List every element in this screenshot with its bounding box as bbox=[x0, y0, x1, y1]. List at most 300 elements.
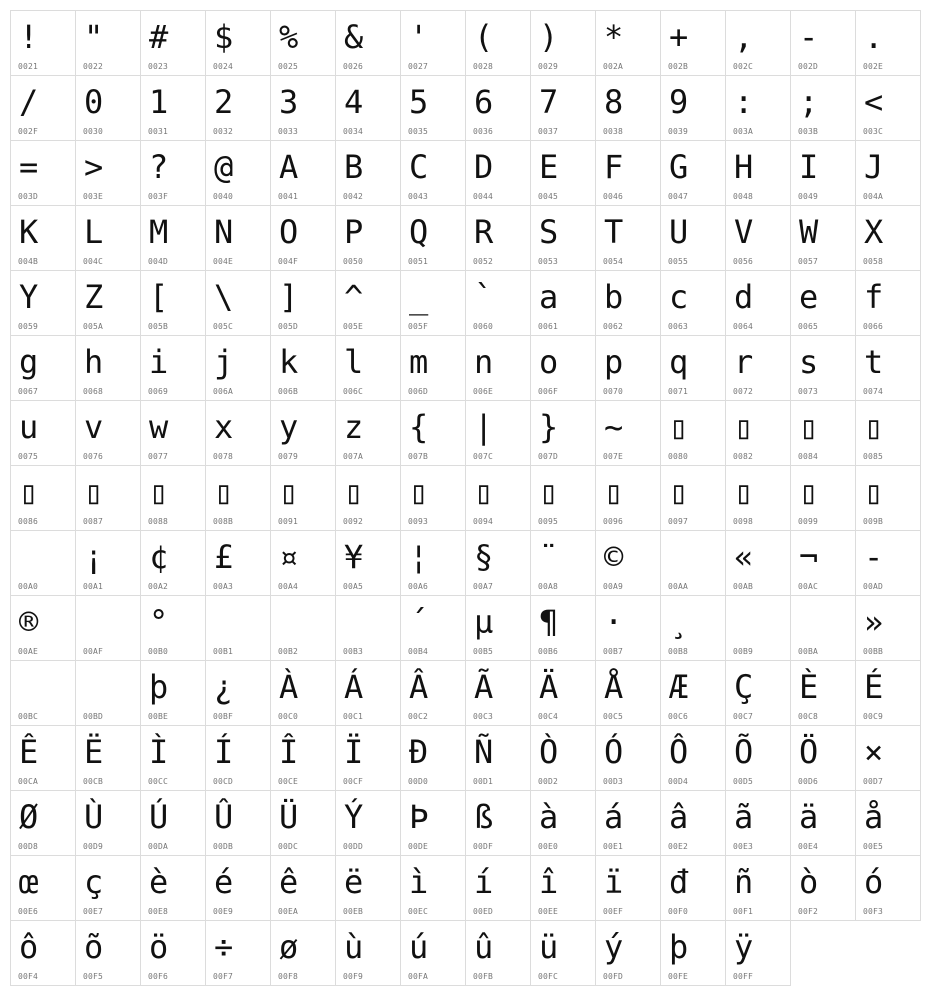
glyph-cell bbox=[530, 75, 596, 141]
glyph-code: 0038 bbox=[603, 127, 624, 136]
glyph-cell bbox=[855, 790, 921, 856]
glyph-code: 0067 bbox=[18, 387, 39, 396]
glyph-code: 0025 bbox=[278, 62, 299, 71]
glyph-cell bbox=[725, 920, 791, 986]
glyph-char: $ bbox=[214, 18, 234, 56]
glyph-cell bbox=[400, 270, 466, 336]
glyph-code: 00BC bbox=[18, 712, 39, 721]
glyph-cell bbox=[335, 400, 401, 466]
glyph-code: 0066 bbox=[863, 322, 884, 331]
glyph-cell bbox=[10, 140, 76, 206]
glyph-char: S bbox=[539, 213, 559, 251]
glyph-char: ë bbox=[344, 863, 364, 901]
glyph-cell bbox=[660, 10, 726, 76]
glyph-cell bbox=[400, 400, 466, 466]
glyph-char: ' bbox=[409, 18, 429, 56]
glyph-char: ▯ bbox=[539, 473, 559, 511]
glyph-cell bbox=[530, 660, 596, 726]
glyph-char: + bbox=[669, 18, 689, 56]
glyph-char: đ bbox=[669, 863, 689, 901]
glyph-char: 1 bbox=[149, 83, 169, 121]
glyph-char: / bbox=[19, 83, 39, 121]
glyph-code: 00E6 bbox=[18, 907, 39, 916]
glyph-cell bbox=[855, 530, 921, 596]
glyph-cell bbox=[10, 920, 76, 986]
glyph-cell bbox=[855, 400, 921, 466]
glyph-code: 00B1 bbox=[213, 647, 234, 656]
glyph-cell bbox=[400, 660, 466, 726]
glyph-code: 005D bbox=[278, 322, 299, 331]
glyph-code: 0051 bbox=[408, 257, 429, 266]
glyph-grid bbox=[10, 10, 920, 985]
glyph-code: 0032 bbox=[213, 127, 234, 136]
glyph-cell bbox=[790, 660, 856, 726]
glyph-code: 0041 bbox=[278, 192, 299, 201]
glyph-code: 00D0 bbox=[408, 777, 429, 786]
glyph-cell bbox=[660, 75, 726, 141]
glyph-code: 0049 bbox=[798, 192, 819, 201]
glyph-cell bbox=[790, 855, 856, 921]
glyph-char: » bbox=[864, 603, 884, 641]
glyph-code: 0080 bbox=[668, 452, 689, 461]
glyph-char: ß bbox=[474, 798, 494, 836]
glyph-char: Ê bbox=[19, 733, 39, 771]
glyph-cell bbox=[660, 595, 726, 661]
glyph-cell bbox=[140, 400, 206, 466]
glyph-cell bbox=[400, 75, 466, 141]
glyph-code: 007C bbox=[473, 452, 494, 461]
glyph-char: Ã bbox=[474, 668, 494, 706]
glyph-char: ø bbox=[279, 928, 299, 966]
glyph-code: 0082 bbox=[733, 452, 754, 461]
glyph-cell bbox=[10, 465, 76, 531]
glyph-code: 005A bbox=[83, 322, 104, 331]
glyph-cell bbox=[140, 10, 206, 76]
glyph-code: 00E4 bbox=[798, 842, 819, 851]
glyph-char: < bbox=[864, 83, 884, 121]
glyph-cell bbox=[790, 205, 856, 271]
glyph-char: i bbox=[149, 343, 169, 381]
glyph-code: 0076 bbox=[83, 452, 104, 461]
glyph-char: f bbox=[864, 278, 884, 316]
glyph-char: ÿ bbox=[734, 928, 754, 966]
glyph-code: 00F3 bbox=[863, 907, 884, 916]
glyph-cell bbox=[75, 725, 141, 791]
glyph-code: 0084 bbox=[798, 452, 819, 461]
glyph-cell bbox=[10, 855, 76, 921]
glyph-code: 00F2 bbox=[798, 907, 819, 916]
glyph-char: è bbox=[149, 863, 169, 901]
glyph-code: 007B bbox=[408, 452, 429, 461]
glyph-char: g bbox=[19, 343, 39, 381]
glyph-cell bbox=[140, 855, 206, 921]
glyph-cell bbox=[270, 595, 336, 661]
glyph-code: 00E9 bbox=[213, 907, 234, 916]
glyph-cell bbox=[660, 530, 726, 596]
glyph-code: 00EF bbox=[603, 907, 624, 916]
glyph-char: E bbox=[539, 148, 559, 186]
glyph-code: 00D2 bbox=[538, 777, 559, 786]
glyph-char: © bbox=[604, 538, 624, 576]
glyph-code: 004A bbox=[863, 192, 884, 201]
glyph-code: 007A bbox=[343, 452, 364, 461]
glyph-code: 00C1 bbox=[343, 712, 364, 721]
glyph-code: 0063 bbox=[668, 322, 689, 331]
glyph-cell bbox=[530, 10, 596, 76]
glyph-code: 0046 bbox=[603, 192, 624, 201]
glyph-code: 00D9 bbox=[83, 842, 104, 851]
glyph-char: § bbox=[474, 538, 494, 576]
glyph-code: 004B bbox=[18, 257, 39, 266]
glyph-code: 00D5 bbox=[733, 777, 754, 786]
glyph-char: ° bbox=[149, 603, 169, 641]
glyph-cell bbox=[400, 335, 466, 401]
glyph-cell bbox=[595, 790, 661, 856]
glyph-char: « bbox=[734, 538, 754, 576]
glyph-cell bbox=[140, 75, 206, 141]
glyph-cell bbox=[855, 855, 921, 921]
glyph-code: 00B2 bbox=[278, 647, 299, 656]
glyph-char: ▯ bbox=[149, 473, 169, 511]
glyph-char: Á bbox=[344, 668, 364, 706]
glyph-code: 00B0 bbox=[148, 647, 169, 656]
glyph-code: 00CC bbox=[148, 777, 169, 786]
glyph-char: D bbox=[474, 148, 494, 186]
glyph-char: n bbox=[474, 343, 494, 381]
glyph-code: 00BE bbox=[148, 712, 169, 721]
glyph-cell bbox=[140, 725, 206, 791]
glyph-code: 00A4 bbox=[278, 582, 299, 591]
glyph-cell bbox=[790, 270, 856, 336]
glyph-char: s bbox=[799, 343, 819, 381]
glyph-cell bbox=[140, 595, 206, 661]
glyph-code: 00F5 bbox=[83, 972, 104, 981]
glyph-cell bbox=[205, 270, 271, 336]
glyph-cell bbox=[335, 205, 401, 271]
glyph-char: õ bbox=[84, 928, 104, 966]
glyph-char: ¶ bbox=[539, 603, 559, 641]
glyph-code: 005B bbox=[148, 322, 169, 331]
glyph-cell bbox=[465, 205, 531, 271]
glyph-code: 00EC bbox=[408, 907, 429, 916]
glyph-char: ¸ bbox=[669, 603, 689, 641]
glyph-char: B bbox=[344, 148, 364, 186]
glyph-char: C bbox=[409, 148, 429, 186]
glyph-char: î bbox=[539, 863, 559, 901]
glyph-char: m bbox=[409, 343, 429, 381]
glyph-cell bbox=[660, 270, 726, 336]
glyph-char: c bbox=[669, 278, 689, 316]
glyph-char: ä bbox=[799, 798, 819, 836]
glyph-code: 0044 bbox=[473, 192, 494, 201]
glyph-code: 00D4 bbox=[668, 777, 689, 786]
glyph-char: ; bbox=[799, 83, 819, 121]
glyph-cell bbox=[400, 790, 466, 856]
glyph-cell bbox=[660, 335, 726, 401]
glyph-char: 0 bbox=[84, 83, 104, 121]
glyph-code: 0061 bbox=[538, 322, 559, 331]
glyph-char: [ bbox=[149, 278, 169, 316]
glyph-code: 0073 bbox=[798, 387, 819, 396]
glyph-cell bbox=[205, 595, 271, 661]
glyph-char: þ bbox=[669, 928, 689, 966]
glyph-cell bbox=[660, 920, 726, 986]
glyph-cell bbox=[335, 660, 401, 726]
glyph-code: 00EA bbox=[278, 907, 299, 916]
glyph-cell bbox=[855, 10, 921, 76]
glyph-char: r bbox=[734, 343, 754, 381]
glyph-char: p bbox=[604, 343, 624, 381]
glyph-cell bbox=[790, 465, 856, 531]
glyph-char: ` bbox=[474, 278, 494, 316]
glyph-cell bbox=[465, 140, 531, 206]
glyph-code: 00F4 bbox=[18, 972, 39, 981]
glyph-code: 0088 bbox=[148, 517, 169, 526]
glyph-code: 002A bbox=[603, 62, 624, 71]
glyph-cell bbox=[530, 920, 596, 986]
glyph-code: 0023 bbox=[148, 62, 169, 71]
glyph-code: 006C bbox=[343, 387, 364, 396]
glyph-cell bbox=[75, 140, 141, 206]
glyph-char: * bbox=[604, 18, 624, 56]
glyph-cell bbox=[530, 270, 596, 336]
glyph-code: 00AC bbox=[798, 582, 819, 591]
glyph-cell bbox=[75, 920, 141, 986]
glyph-char: b bbox=[604, 278, 624, 316]
glyph-cell bbox=[855, 465, 921, 531]
glyph-code: 00A0 bbox=[18, 582, 39, 591]
glyph-char: U bbox=[669, 213, 689, 251]
glyph-char: ▯ bbox=[344, 473, 364, 511]
glyph-code: 00DB bbox=[213, 842, 234, 851]
glyph-cell bbox=[595, 465, 661, 531]
glyph-char: É bbox=[864, 668, 884, 706]
glyph-char: þ bbox=[149, 668, 169, 706]
glyph-code: 00C4 bbox=[538, 712, 559, 721]
glyph-char: µ bbox=[474, 603, 494, 641]
glyph-char: W bbox=[799, 213, 819, 251]
glyph-char: ô bbox=[19, 928, 39, 966]
glyph-char: 5 bbox=[409, 83, 429, 121]
glyph-char: % bbox=[279, 18, 299, 56]
glyph-char: ® bbox=[19, 603, 39, 641]
glyph-cell bbox=[530, 595, 596, 661]
glyph-code: 00F7 bbox=[213, 972, 234, 981]
glyph-char: ▯ bbox=[734, 408, 754, 446]
glyph-code: 00B4 bbox=[408, 647, 429, 656]
glyph-code: 00B6 bbox=[538, 647, 559, 656]
glyph-cell bbox=[75, 270, 141, 336]
glyph-cell bbox=[205, 790, 271, 856]
glyph-code: 0026 bbox=[343, 62, 364, 71]
glyph-cell bbox=[595, 270, 661, 336]
glyph-code: 0033 bbox=[278, 127, 299, 136]
glyph-char: e bbox=[799, 278, 819, 316]
glyph-cell bbox=[530, 530, 596, 596]
glyph-char: } bbox=[539, 408, 559, 446]
glyph-char: w bbox=[149, 408, 169, 446]
glyph-code: 00E8 bbox=[148, 907, 169, 916]
glyph-cell bbox=[140, 790, 206, 856]
glyph-char: a bbox=[539, 278, 559, 316]
glyph-char: û bbox=[474, 928, 494, 966]
glyph-cell bbox=[75, 10, 141, 76]
glyph-cell bbox=[725, 400, 791, 466]
glyph-char: P bbox=[344, 213, 364, 251]
glyph-cell bbox=[725, 75, 791, 141]
glyph-code: 00CD bbox=[213, 777, 234, 786]
glyph-cell bbox=[270, 75, 336, 141]
glyph-code: 00C9 bbox=[863, 712, 884, 721]
glyph-cell bbox=[335, 855, 401, 921]
glyph-char: A bbox=[279, 148, 299, 186]
glyph-char: Ç bbox=[734, 668, 754, 706]
glyph-cell bbox=[335, 465, 401, 531]
glyph-code: 00AF bbox=[83, 647, 104, 656]
glyph-char: Ì bbox=[149, 733, 169, 771]
glyph-cell bbox=[270, 270, 336, 336]
glyph-code: 0064 bbox=[733, 322, 754, 331]
glyph-code: 004E bbox=[213, 257, 234, 266]
glyph-char: Ü bbox=[279, 798, 299, 836]
glyph-char: œ bbox=[19, 863, 39, 901]
glyph-code: 0069 bbox=[148, 387, 169, 396]
glyph-cell bbox=[595, 10, 661, 76]
glyph-cell bbox=[335, 10, 401, 76]
glyph-char: Ñ bbox=[474, 733, 494, 771]
glyph-code: 00DF bbox=[473, 842, 494, 851]
glyph-char: ▯ bbox=[474, 473, 494, 511]
glyph-cell bbox=[595, 660, 661, 726]
glyph-code: 0068 bbox=[83, 387, 104, 396]
glyph-cell bbox=[335, 140, 401, 206]
glyph-code: 0070 bbox=[603, 387, 624, 396]
glyph-char: L bbox=[84, 213, 104, 251]
glyph-code: 00AA bbox=[668, 582, 689, 591]
glyph-cell bbox=[10, 400, 76, 466]
glyph-char: å bbox=[864, 798, 884, 836]
glyph-cell bbox=[465, 530, 531, 596]
glyph-cell bbox=[75, 400, 141, 466]
glyph-cell bbox=[205, 920, 271, 986]
glyph-cell bbox=[790, 790, 856, 856]
glyph-code: 00BA bbox=[798, 647, 819, 656]
glyph-cell bbox=[205, 725, 271, 791]
glyph-code: 0056 bbox=[733, 257, 754, 266]
glyph-cell bbox=[725, 465, 791, 531]
glyph-cell bbox=[465, 725, 531, 791]
glyph-code: 0055 bbox=[668, 257, 689, 266]
glyph-char: Î bbox=[279, 733, 299, 771]
glyph-cell bbox=[465, 75, 531, 141]
glyph-char: J bbox=[864, 148, 884, 186]
glyph-cell bbox=[10, 660, 76, 726]
glyph-cell bbox=[790, 530, 856, 596]
glyph-code: 0065 bbox=[798, 322, 819, 331]
glyph-cell bbox=[10, 595, 76, 661]
glyph-char: M bbox=[149, 213, 169, 251]
glyph-code: 00CA bbox=[18, 777, 39, 786]
glyph-cell bbox=[140, 530, 206, 596]
glyph-char: O bbox=[279, 213, 299, 251]
glyph-char: ▯ bbox=[279, 473, 299, 511]
glyph-cell bbox=[725, 335, 791, 401]
glyph-char: l bbox=[344, 343, 364, 381]
glyph-char: v bbox=[84, 408, 104, 446]
glyph-char: ¿ bbox=[214, 668, 234, 706]
glyph-cell bbox=[10, 530, 76, 596]
glyph-cell bbox=[270, 725, 336, 791]
glyph-char: H bbox=[734, 148, 754, 186]
glyph-cell bbox=[75, 790, 141, 856]
glyph-cell bbox=[465, 400, 531, 466]
glyph-code: 007E bbox=[603, 452, 624, 461]
glyph-cell bbox=[595, 920, 661, 986]
glyph-char: ¡ bbox=[84, 538, 104, 576]
glyph-cell bbox=[660, 855, 726, 921]
glyph-char: j bbox=[214, 343, 234, 381]
glyph-cell bbox=[75, 595, 141, 661]
glyph-char: Ë bbox=[84, 733, 104, 771]
glyph-cell bbox=[725, 530, 791, 596]
glyph-cell bbox=[270, 205, 336, 271]
glyph-code: 00CF bbox=[343, 777, 364, 786]
glyph-char: K bbox=[19, 213, 39, 251]
glyph-cell bbox=[400, 205, 466, 271]
glyph-cell bbox=[335, 920, 401, 986]
glyph-char: ã bbox=[734, 798, 754, 836]
glyph-cell bbox=[660, 400, 726, 466]
glyph-cell bbox=[465, 465, 531, 531]
glyph-code: 00E1 bbox=[603, 842, 624, 851]
glyph-cell bbox=[530, 725, 596, 791]
glyph-cell bbox=[140, 140, 206, 206]
glyph-code: 00E3 bbox=[733, 842, 754, 851]
glyph-char: V bbox=[734, 213, 754, 251]
glyph-code: 0071 bbox=[668, 387, 689, 396]
glyph-cell bbox=[725, 270, 791, 336]
glyph-code: 00B8 bbox=[668, 647, 689, 656]
glyph-code: 00F0 bbox=[668, 907, 689, 916]
glyph-code: 00E2 bbox=[668, 842, 689, 851]
glyph-char: Y bbox=[19, 278, 39, 316]
glyph-code: 00DD bbox=[343, 842, 364, 851]
glyph-code: 00D8 bbox=[18, 842, 39, 851]
glyph-char: Ù bbox=[84, 798, 104, 836]
glyph-char: á bbox=[604, 798, 624, 836]
glyph-code: 0027 bbox=[408, 62, 429, 71]
glyph-char: ▯ bbox=[214, 473, 234, 511]
glyph-char: ▯ bbox=[604, 473, 624, 511]
glyph-cell bbox=[205, 855, 271, 921]
glyph-cell bbox=[205, 335, 271, 401]
glyph-code: 00B5 bbox=[473, 647, 494, 656]
glyph-code: 00A1 bbox=[83, 582, 104, 591]
glyph-code: 00F9 bbox=[343, 972, 364, 981]
glyph-code: 00FB bbox=[473, 972, 494, 981]
glyph-char: ñ bbox=[734, 863, 754, 901]
glyph-cell bbox=[335, 270, 401, 336]
glyph-code: 0035 bbox=[408, 127, 429, 136]
glyph-code: 0029 bbox=[538, 62, 559, 71]
glyph-code: 0031 bbox=[148, 127, 169, 136]
glyph-char: d bbox=[734, 278, 754, 316]
glyph-code: 0095 bbox=[538, 517, 559, 526]
glyph-cell bbox=[140, 205, 206, 271]
glyph-cell bbox=[400, 855, 466, 921]
glyph-code: 00B3 bbox=[343, 647, 364, 656]
glyph-code: 004F bbox=[278, 257, 299, 266]
